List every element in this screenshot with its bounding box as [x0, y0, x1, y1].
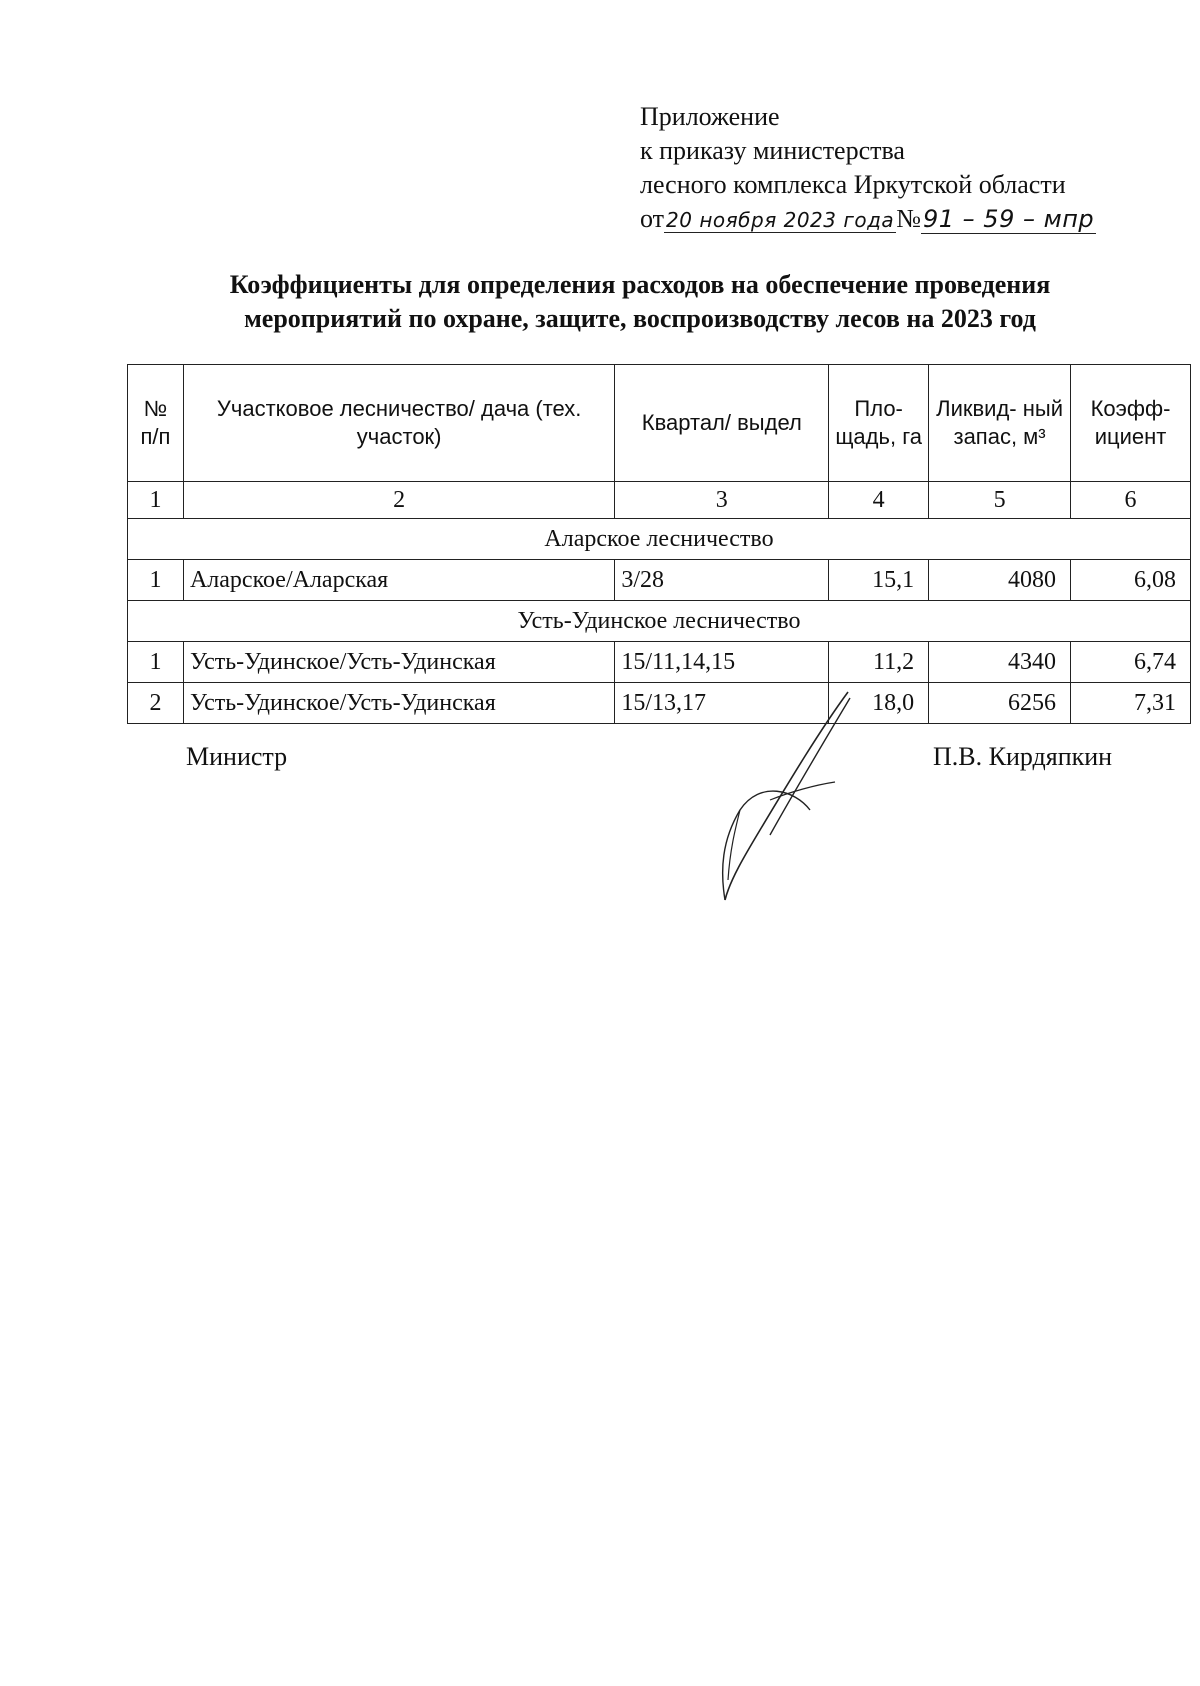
forestry-cell: Усть-Удинское/Усть-Удинская: [183, 683, 614, 724]
block-cell: 15/13,17: [615, 683, 829, 724]
handwritten-order-number: 91 – 59 – мпр: [923, 205, 1095, 233]
area-cell: 15,1: [829, 560, 929, 601]
appendix-header: [640, 100, 1096, 237]
appendix-label: Приложение: [640, 102, 780, 131]
table-row: [128, 560, 1191, 601]
header-coefficient: Коэфф- ициент: [1071, 365, 1191, 482]
stock-cell: 4080: [929, 560, 1071, 601]
column-number: 2: [183, 482, 614, 519]
coefficient-cell: 7,31: [1071, 683, 1191, 724]
column-number: 5: [929, 482, 1071, 519]
column-number: 1: [128, 482, 184, 519]
document-title: [150, 268, 1130, 336]
table-row: [128, 642, 1191, 683]
header-stock: Ликвид- ный запас, м³: [929, 365, 1071, 482]
header-row-number: № п/п: [128, 365, 184, 482]
coefficient-cell: 6,74: [1071, 642, 1191, 683]
appendix-date-line: [640, 202, 1096, 237]
block-cell: 15/11,14,15: [615, 642, 829, 683]
section-row: [128, 519, 1191, 560]
number-prefix: №: [896, 204, 921, 233]
handwritten-signature: [700, 680, 900, 910]
forestry-cell: Аларское/Аларская: [183, 560, 614, 601]
forestry-cell: Усть-Удинское/Усть-Удинская: [183, 642, 614, 683]
table-row: [128, 683, 1191, 724]
stock-cell: 4340: [929, 642, 1071, 683]
section-name: Усть-Удинское лесничество: [128, 601, 1191, 642]
row-number: 1: [128, 560, 184, 601]
appendix-order-line: к приказу министерства: [640, 136, 905, 165]
coefficient-cell: 6,08: [1071, 560, 1191, 601]
table-header-row: [128, 365, 1191, 482]
section-name: Аларское лесничество: [128, 519, 1191, 560]
row-number: 1: [128, 642, 184, 683]
appendix-ministry-line: лесного комплекса Иркутской области: [640, 170, 1066, 199]
stock-cell: 6256: [929, 683, 1071, 724]
column-number: 4: [829, 482, 929, 519]
block-cell: 3/28: [615, 560, 829, 601]
area-cell: 11,2: [829, 642, 929, 683]
column-number: 6: [1071, 482, 1191, 519]
column-number: 3: [615, 482, 829, 519]
signer-name: П.В. Кирдяпкин: [933, 742, 1113, 771]
title-line-2: мероприятий по охране, защите, воспроизводству лесов на 2023 год: [244, 304, 1036, 333]
title-line-1: Коэффициенты для определения расходов на обеспечение проведения: [229, 270, 1051, 299]
header-area: Пло- щадь, га: [829, 365, 929, 482]
date-prefix: от: [640, 204, 665, 233]
header-block: Квартал/ выдел: [615, 365, 829, 482]
handwritten-date: 20 ноября 2023 года: [666, 208, 895, 232]
area-cell: 18,0: [829, 683, 929, 724]
coefficients-table: [127, 364, 1191, 724]
column-numbers-row: [128, 482, 1191, 519]
signer-position: Министр: [186, 742, 288, 771]
section-row: [128, 601, 1191, 642]
row-number: 2: [128, 683, 184, 724]
header-forestry: Участковое лесничество/ дача (тех. участок): [183, 365, 614, 482]
